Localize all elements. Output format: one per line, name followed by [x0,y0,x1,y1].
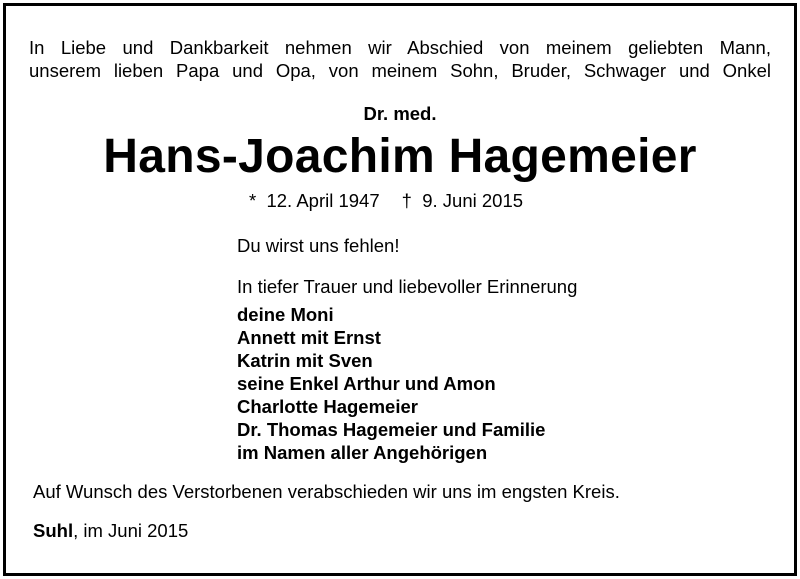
death-date: 9. Juni 2015 [422,190,524,211]
place-date [33,520,188,542]
mourning-line: In tiefer Trauer und liebevoller Erinnerung [237,276,578,297]
mourner-item: Annett mit Ernst [237,327,381,348]
mourner-item: Katrin mit Sven [237,350,373,371]
intro-line-2: unserem lieben Papa und Opa, von meinem Sohn, Bruder, Schwager und Onkel [29,60,771,81]
mourner-item: Charlotte Hagemeier [237,396,418,417]
publication-date: , im Juni 2015 [73,520,189,541]
mourner-item: seine Enkel Arthur und Amon [237,373,496,394]
birth-star-icon: * [249,190,257,211]
funeral-note: Auf Wunsch des Verstorbenen verabschieden wir uns im engsten Kreis. [33,481,620,502]
mourner-item: deine Moni [237,304,334,325]
deceased-name: Hans-Joachim Hagemeier [103,130,697,183]
mourner-item: Dr. Thomas Hagemeier und Familie [237,419,546,440]
mourner-item: im Namen aller Angehörigen [237,442,488,463]
birth-date: 12. April 1947 [266,190,380,211]
mourners-list [237,303,545,464]
intro-line-1: In Liebe und Dankbarkeit nehmen wir Abschied von meinem geliebten Mann, [29,37,771,58]
intro-text [29,36,771,82]
place-name: Suhl [33,520,74,541]
cross-icon: † [401,190,412,211]
academic-title: Dr. med. [363,103,437,124]
farewell-line: Du wirst uns fehlen! [237,235,400,256]
life-dates [249,190,523,212]
